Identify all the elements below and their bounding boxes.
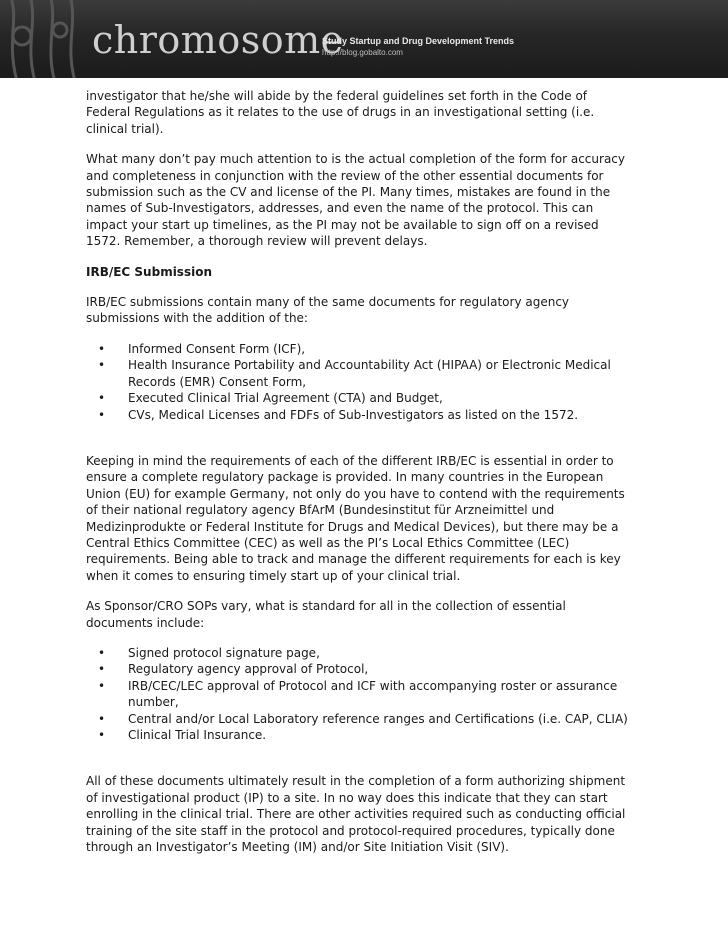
document-body (86, 88, 634, 869)
bullet-icon: • (98, 728, 106, 742)
list-item: • Central and/or Local Laboratory reference ranges and Certifications (i.e. CAP, CLIA) (98, 711, 628, 726)
bullet-icon: • (98, 341, 106, 356)
bullet-icon: • (98, 678, 106, 693)
site-logo: chromosome (92, 18, 344, 62)
irb-documents-list (86, 341, 634, 423)
blog-url: http://blog.gobalto.com (322, 48, 403, 57)
list-item: • CVs, Medical Licenses and FDFs of Sub-Investigators as listed on the 1572. (98, 407, 579, 422)
list-item: • Health Insurance Portability and Accountability Act (HIPAA) or Electronic Medical Records (EMR) Consent Form, (98, 358, 611, 389)
bullet-icon: • (98, 358, 106, 373)
bullet-icon: • (98, 711, 106, 726)
paragraph-6: All of these documents ultimately result in the completion of a form authorizing shipment of investigational product (IP) to a site. In no way does this indicate that they can start enrolling in the clinical trial. There are other activities required such as conducting official training of the site staff in the protocol and protocol-required procedures, typically done through an Investigator’s Meeting (IM) and/or Site Initiation Visit (SIV). (86, 774, 626, 855)
bullet-icon: • (98, 662, 106, 677)
paragraph-3: IRB/EC submissions contain many of the same documents for regulatory agency submissions with the addition of the: (86, 295, 570, 326)
bullet-icon: • (98, 645, 106, 660)
bullet-icon: • (98, 407, 106, 422)
list-item: • Executed Clinical Trial Agreement (CTA) and Budget, (98, 391, 443, 406)
paragraph-1: investigator that he/she will abide by the federal guidelines set forth in the Code of Federal Regulations as it relates to the use of drugs in an investigational setting (i.e. clinical trial). (86, 89, 595, 136)
list-item: • Signed protocol signature page, (98, 645, 320, 660)
paragraph-2: What many don’t pay much attention to is the actual completion of the form for accuracy and completeness in conjunction with the review of the other essential documents for submission such as the CV and license of the PI. Many times, mistakes are found in the names of Sub-Investigators, addresses, and even the name of the protocol. This can impact your start up timelines, as the PI may not be available to sign off on a revised 1572. Remember, a thorough review will prevent delays. (86, 152, 625, 249)
list-item: • Regulatory agency approval of Protocol, (98, 662, 369, 677)
section-heading-irb-ec: IRB/EC Submission (86, 264, 212, 279)
paragraph-4: Keeping in mind the requirements of each of the different IRB/EC is essential in order to ensure a complete regulatory package is provided. In many countries in the European Union (EU) for example Germany, not only do you have to contend with the requirements of their national regulatory agency BfArM (Bundesinstitut für Arzneimittel und Medizinprodukte or Federal Institute for Drugs and Medical Devices), but there may be a Central Ethics Committee (CEC) as well as the PI’s Local Ethics Committee (LEC) requirements. Being able to track and manage the different requirements for each is key when it comes to ensuring timely start up of your clinical trial. (86, 453, 625, 583)
header-banner (0, 0, 728, 78)
list-item: • IRB/CEC/LEC approval of Protocol and ICF with accompanying roster or assurance number, (98, 678, 618, 710)
site-tagline: Study Startup and Drug Development Trends (322, 36, 515, 46)
list-item: • Informed Consent Form (ICF), (98, 341, 306, 356)
list-item: • Clinical Trial Insurance. (98, 728, 267, 742)
essential-documents-list (86, 645, 634, 743)
chromosome-graphic-icon (0, 0, 95, 78)
bullet-icon: • (98, 391, 106, 406)
paragraph-5: As Sponsor/CRO SOPs vary, what is standard for all in the collection of essential documents include: (86, 599, 566, 630)
